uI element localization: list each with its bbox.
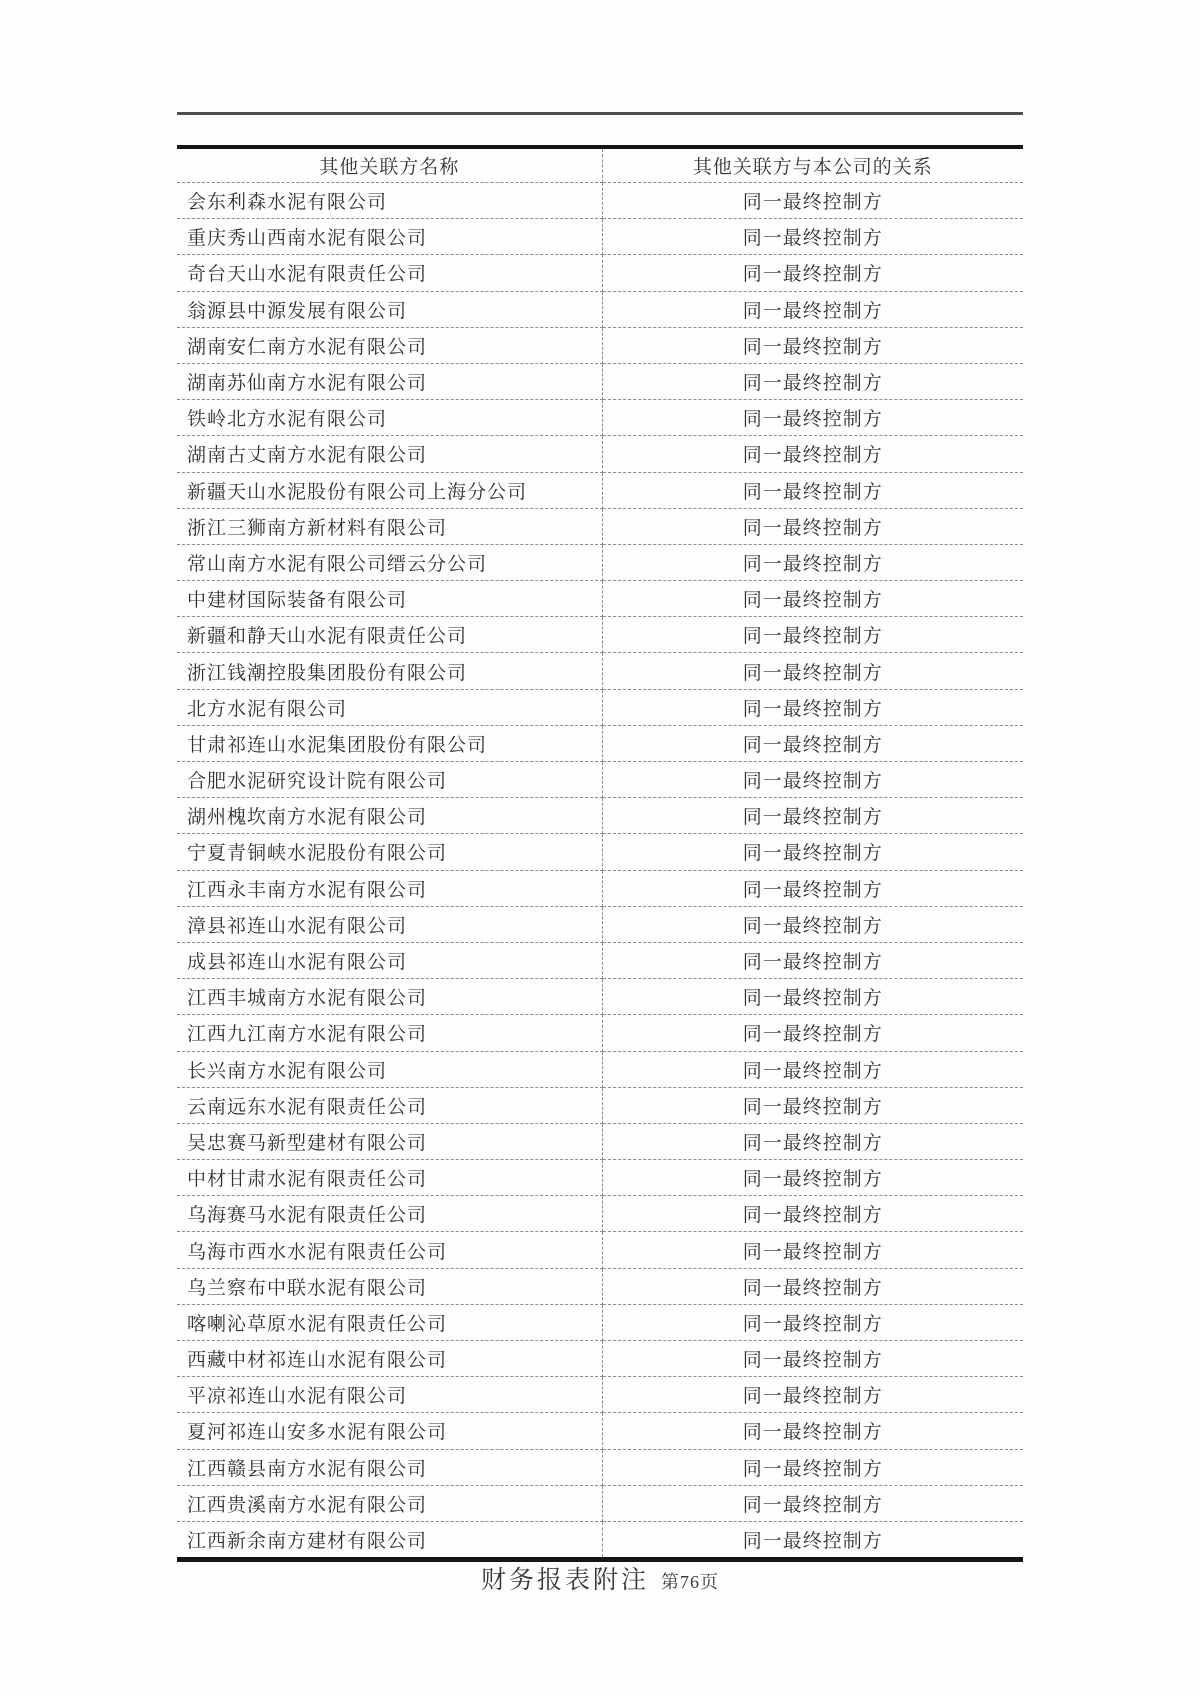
table-header-name: 其他关联方名称 xyxy=(177,147,602,183)
related-party-name-cell: 重庆秀山西南水泥有限公司 xyxy=(177,219,602,255)
related-party-name-cell: 夏河祁连山安多水泥有限公司 xyxy=(177,1413,602,1449)
related-party-name-cell: 湖南苏仙南方水泥有限公司 xyxy=(177,363,602,399)
related-party-name-cell: 湖南古丈南方水泥有限公司 xyxy=(177,436,602,472)
relationship-cell: 同一最终控制方 xyxy=(602,1160,1023,1196)
related-party-name-cell: 吴忠赛马新型建材有限公司 xyxy=(177,1123,602,1159)
relationship-cell: 同一最终控制方 xyxy=(602,1051,1023,1087)
table-row xyxy=(177,762,1023,798)
table-row xyxy=(177,291,1023,327)
relationship-cell: 同一最终控制方 xyxy=(602,617,1023,653)
relationship-cell: 同一最终控制方 xyxy=(602,1268,1023,1304)
relationship-cell: 同一最终控制方 xyxy=(602,1485,1023,1521)
table-row xyxy=(177,725,1023,761)
relationship-cell: 同一最终控制方 xyxy=(602,327,1023,363)
relationship-cell: 同一最终控制方 xyxy=(602,544,1023,580)
related-party-name-cell: 合肥水泥研究设计院有限公司 xyxy=(177,762,602,798)
table-row xyxy=(177,834,1023,870)
related-party-name-cell: 江西丰城南方水泥有限公司 xyxy=(177,979,602,1015)
relationship-cell: 同一最终控制方 xyxy=(602,1413,1023,1449)
table-row xyxy=(177,870,1023,906)
page-footer xyxy=(0,1560,1200,1596)
related-parties-table xyxy=(177,145,1023,1562)
related-party-name-cell: 常山南方水泥有限公司缙云分公司 xyxy=(177,544,602,580)
relationship-cell: 同一最终控制方 xyxy=(602,255,1023,291)
table-row xyxy=(177,1304,1023,1340)
related-party-name-cell: 甘肃祁连山水泥集团股份有限公司 xyxy=(177,725,602,761)
relationship-cell: 同一最终控制方 xyxy=(602,400,1023,436)
table-header-relation: 其他关联方与本公司的关系 xyxy=(602,147,1023,183)
relationship-cell: 同一最终控制方 xyxy=(602,219,1023,255)
relationship-cell: 同一最终控制方 xyxy=(602,1449,1023,1485)
related-party-name-cell: 乌海赛马水泥有限责任公司 xyxy=(177,1196,602,1232)
related-party-name-cell: 西藏中材祁连山水泥有限公司 xyxy=(177,1341,602,1377)
table-row xyxy=(177,1341,1023,1377)
relationship-cell: 同一最终控制方 xyxy=(602,1196,1023,1232)
relationship-cell: 同一最终控制方 xyxy=(602,762,1023,798)
relationship-cell: 同一最终控制方 xyxy=(602,508,1023,544)
relationship-cell: 同一最终控制方 xyxy=(602,1341,1023,1377)
table-row xyxy=(177,617,1023,653)
relationship-cell: 同一最终控制方 xyxy=(602,1123,1023,1159)
table-row xyxy=(177,1449,1023,1485)
table-row xyxy=(177,1123,1023,1159)
relationship-cell: 同一最终控制方 xyxy=(602,436,1023,472)
related-party-name-cell: 云南远东水泥有限责任公司 xyxy=(177,1087,602,1123)
related-party-name-cell: 浙江钱潮控股集团股份有限公司 xyxy=(177,653,602,689)
table-row xyxy=(177,363,1023,399)
relationship-cell: 同一最终控制方 xyxy=(602,472,1023,508)
relationship-cell: 同一最终控制方 xyxy=(602,1015,1023,1051)
table-row xyxy=(177,400,1023,436)
relationship-cell: 同一最终控制方 xyxy=(602,1087,1023,1123)
related-party-name-cell: 翁源县中源发展有限公司 xyxy=(177,291,602,327)
related-party-name-cell: 新疆和静天山水泥有限责任公司 xyxy=(177,617,602,653)
related-party-name-cell: 江西赣县南方水泥有限公司 xyxy=(177,1449,602,1485)
table-row xyxy=(177,1015,1023,1051)
table-row xyxy=(177,183,1023,219)
related-party-name-cell: 湖南安仁南方水泥有限公司 xyxy=(177,327,602,363)
related-party-name-cell: 乌海市西水水泥有限责任公司 xyxy=(177,1232,602,1268)
related-party-name-cell: 江西贵溪南方水泥有限公司 xyxy=(177,1485,602,1521)
table-header-row xyxy=(177,147,1023,183)
related-party-name-cell: 北方水泥有限公司 xyxy=(177,689,602,725)
table-row xyxy=(177,1196,1023,1232)
table-row xyxy=(177,581,1023,617)
table-body xyxy=(177,183,1023,1560)
relationship-cell: 同一最终控制方 xyxy=(602,291,1023,327)
related-party-name-cell: 中建材国际装备有限公司 xyxy=(177,581,602,617)
table-row xyxy=(177,327,1023,363)
table-row xyxy=(177,436,1023,472)
related-party-name-cell: 会东利森水泥有限公司 xyxy=(177,183,602,219)
table-row xyxy=(177,906,1023,942)
relationship-cell: 同一最终控制方 xyxy=(602,798,1023,834)
related-party-name-cell: 乌兰察布中联水泥有限公司 xyxy=(177,1268,602,1304)
related-party-name-cell: 长兴南方水泥有限公司 xyxy=(177,1051,602,1087)
relationship-cell: 同一最终控制方 xyxy=(602,834,1023,870)
relationship-cell: 同一最终控制方 xyxy=(602,363,1023,399)
relationship-cell: 同一最终控制方 xyxy=(602,1232,1023,1268)
table-row xyxy=(177,1268,1023,1304)
related-party-name-cell: 湖州槐坎南方水泥有限公司 xyxy=(177,798,602,834)
table-row xyxy=(177,1051,1023,1087)
table-row xyxy=(177,1087,1023,1123)
relationship-cell: 同一最终控制方 xyxy=(602,1377,1023,1413)
footer-title: 财务报表附注 xyxy=(480,1567,649,1594)
table-row xyxy=(177,798,1023,834)
related-party-name-cell: 江西新余南方建材有限公司 xyxy=(177,1521,602,1559)
related-party-name-cell: 新疆天山水泥股份有限公司上海分公司 xyxy=(177,472,602,508)
related-party-name-cell: 奇台天山水泥有限责任公司 xyxy=(177,255,602,291)
table-header xyxy=(177,147,1023,183)
relationship-cell: 同一最终控制方 xyxy=(602,870,1023,906)
footer-page-number: 第76页 xyxy=(661,1572,719,1592)
related-party-name-cell: 成县祁连山水泥有限公司 xyxy=(177,942,602,978)
related-party-name-cell: 中材甘肃水泥有限责任公司 xyxy=(177,1160,602,1196)
table-row xyxy=(177,653,1023,689)
relationship-cell: 同一最终控制方 xyxy=(602,183,1023,219)
page-header-rule xyxy=(177,112,1023,115)
table-row xyxy=(177,689,1023,725)
related-party-name-cell: 喀喇沁草原水泥有限责任公司 xyxy=(177,1304,602,1340)
table-row xyxy=(177,979,1023,1015)
relationship-cell: 同一最终控制方 xyxy=(602,581,1023,617)
table-row xyxy=(177,508,1023,544)
table-row xyxy=(177,255,1023,291)
relationship-cell: 同一最终控制方 xyxy=(602,725,1023,761)
table-row xyxy=(177,219,1023,255)
relationship-cell: 同一最终控制方 xyxy=(602,653,1023,689)
relationship-cell: 同一最终控制方 xyxy=(602,906,1023,942)
relationship-cell: 同一最终控制方 xyxy=(602,1304,1023,1340)
relationship-cell: 同一最终控制方 xyxy=(602,689,1023,725)
related-party-name-cell: 漳县祁连山水泥有限公司 xyxy=(177,906,602,942)
related-party-name-cell: 江西九江南方水泥有限公司 xyxy=(177,1015,602,1051)
table-row xyxy=(177,1160,1023,1196)
related-party-name-cell: 浙江三狮南方新材料有限公司 xyxy=(177,508,602,544)
relationship-cell: 同一最终控制方 xyxy=(602,1521,1023,1559)
related-party-name-cell: 江西永丰南方水泥有限公司 xyxy=(177,870,602,906)
table-row xyxy=(177,1413,1023,1449)
table-row xyxy=(177,1377,1023,1413)
related-party-name-cell: 铁岭北方水泥有限公司 xyxy=(177,400,602,436)
related-party-name-cell: 宁夏青铜峡水泥股份有限公司 xyxy=(177,834,602,870)
table-row xyxy=(177,472,1023,508)
table-row xyxy=(177,1521,1023,1559)
relationship-cell: 同一最终控制方 xyxy=(602,942,1023,978)
table-row xyxy=(177,1485,1023,1521)
relationship-cell: 同一最终控制方 xyxy=(602,979,1023,1015)
related-party-name-cell: 平凉祁连山水泥有限公司 xyxy=(177,1377,602,1413)
table-row xyxy=(177,1232,1023,1268)
table-row xyxy=(177,942,1023,978)
table-row xyxy=(177,544,1023,580)
